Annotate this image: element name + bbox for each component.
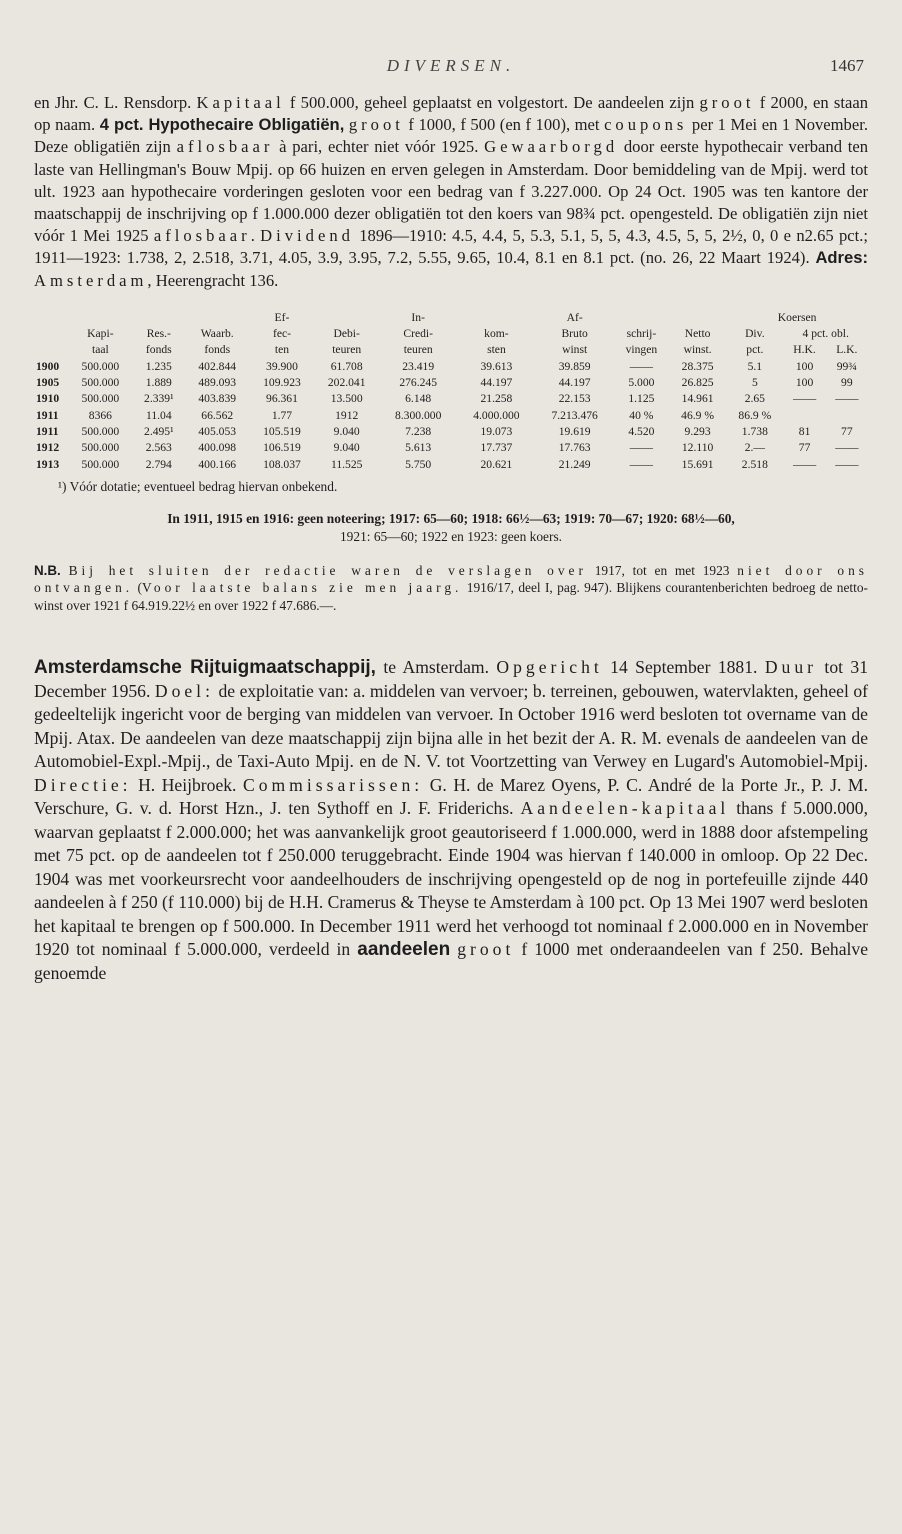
table-cell: 4.520 — [628, 424, 655, 438]
table-cell: 40 % — [629, 408, 654, 422]
dividend-label: Dividend — [260, 226, 354, 246]
table-cell: 44.197 — [558, 376, 591, 390]
header-cell: taal — [92, 343, 109, 357]
table-cell: 7.238 — [405, 424, 432, 438]
intro-text: à pari, echter niet vóór 1925. — [273, 137, 485, 157]
year-cell: 1900 — [36, 359, 60, 373]
header-cell: 4 pct. obl. — [802, 327, 849, 341]
gewaarborgd-label: Gewaarborgd — [484, 137, 619, 157]
intro-text: door eerste hypothecair verband ten laste van Hellingman's Bouw Mpij. op 66 huizen en erven gelegen in Amsterdam. Door bemiddeling van de Mpij. werd tot ult. 1923 aan hypothecaire vorderingen gesloten voor een bedrag van f 3.227.000. Op 24 Oct. 1905 was ten kantore der maatschappij de inschrijving op f 1.000.000 dezer obligatiën tot den koers van 98¾ pct. opengesteld. De obligatiën zijn niet vóór 1 Mei 1925 — [34, 137, 869, 246]
intro-text: 1896—1910: 4.5, 4.4, 5, 5.3, 5.1, 5, 5, 4.3, 4.5, 5, 5, 2½, 0, 0 e n2.65 pct.; 1911—1923: 1.738, 2, 2.518, 3.71, 4.05, 3.9, 3.95, 7.2, 5.55, 9.65, 10.4, 8.1 en 8.1 pct. (no. 26, 22 Maart 1924). — [34, 226, 869, 268]
header-cell: vingen — [625, 343, 658, 357]
table-cell: 5.750 — [405, 457, 432, 471]
table-cell: 11.04 — [145, 408, 172, 422]
table-cell: 21.258 — [480, 392, 513, 406]
header-cell — [68, 310, 133, 326]
table-cell: 6.148 — [405, 392, 432, 406]
table-row — [34, 359, 868, 375]
table-cell: 66.562 — [201, 408, 234, 422]
coupons-label: coupons — [604, 115, 688, 135]
table-cell: 5.613 — [405, 441, 432, 455]
header-cell — [457, 310, 535, 326]
table-cell: 400.166 — [198, 457, 237, 471]
header-cell: fonds — [204, 343, 231, 357]
header-cell: pct. — [746, 343, 764, 357]
header-cell: Div. — [745, 327, 765, 341]
table-cell: 8.300.000 — [394, 408, 442, 422]
company-entry — [34, 656, 868, 985]
table-cell: 9.040 — [333, 424, 360, 438]
nb-text: 1917, tot en met 1923 — [586, 562, 738, 578]
table-cell: 23.419 — [402, 359, 435, 373]
intro-text: . — [250, 226, 261, 246]
page-header — [34, 56, 868, 92]
table-cell: —— — [792, 457, 817, 471]
table-body — [34, 359, 868, 473]
aflosbaar-label: aflosbaar — [153, 226, 251, 246]
table-cell: 400.098 — [198, 441, 237, 455]
table-cell: 11.525 — [330, 457, 363, 471]
header-cell: H.K. — [793, 343, 816, 357]
kapitaal-label: Kapitaal — [196, 93, 285, 112]
table-cell: 106.519 — [263, 441, 301, 455]
table-cell: 86.9 % — [738, 408, 772, 422]
table-cell — [783, 408, 825, 424]
table-cell: 1912 — [335, 408, 359, 422]
table-cell: 4.000.000 — [473, 408, 520, 422]
table-cell: 9.040 — [333, 441, 360, 455]
table-cell: 1.889 — [145, 376, 172, 390]
company-text: te Amsterdam. — [375, 657, 497, 678]
nb-spaced: Voor laatste balans zie men jaarg. — [141, 580, 463, 596]
nb-text: ( — [133, 580, 142, 596]
table-cell: 2.563 — [145, 441, 172, 455]
adres-label: Adres: — [815, 248, 868, 268]
table-cell: —— — [629, 457, 653, 471]
table-cell: 61.708 — [330, 359, 363, 373]
company-text: de exploitatie van: a. middelen van vervoer; b. terreinen, gebouwen, watervlakten, geheel of gedeeltelijk ingericht voor de berging van middelen van vervoer. In October 1916 werd besloten tot overname van de Mpij. Atax. De aandeelen van deze maatschappij zijn bijna alle in het bezit der A. R. M. evenals de aandeelen van de Automobiel-Expl.-Mpij., de Taxi-Auto Mpij. en de N. V. tot Voortzetting van Verwey en Lugard's Automobiel-Mpij. — [34, 680, 868, 772]
table-cell: 5 — [751, 376, 758, 390]
table-cell: 1.738 — [741, 424, 768, 438]
running-title: DIVERSEN. — [386, 56, 516, 75]
table-cell: 28.375 — [681, 359, 714, 373]
opgericht-label: Opgericht — [496, 657, 603, 678]
table-cell: 19.073 — [480, 424, 513, 438]
table-cell: 105.519 — [263, 424, 301, 438]
company-text: f 1000 met onderaandeelen van f 250. Behalve genoemde — [34, 939, 869, 983]
groot-label: groot — [699, 93, 755, 112]
aandeelenkapitaal-label: Aandeelen-kapitaal — [520, 798, 730, 819]
table-cell: 99 — [841, 376, 853, 390]
table-cell: 15.691 — [681, 457, 714, 471]
table-cell: 1.235 — [145, 359, 172, 373]
table-cell: —— — [835, 457, 859, 471]
header-cell — [185, 310, 250, 326]
table-cell — [826, 408, 868, 424]
groot-label: groot — [457, 939, 515, 960]
table-row — [34, 391, 868, 407]
table-cell: 5.1 — [747, 359, 763, 373]
header-cell: Ef- — [274, 310, 290, 324]
header-row — [34, 310, 868, 326]
intro-text: en Jhr. C. L. Rensdorp. — [34, 93, 197, 112]
quotes-line: 1921: 65—60; 1922 en 1923: geen koers. — [339, 528, 563, 544]
table-row — [34, 424, 868, 440]
intro-text: f 2000, en staan op naam. — [34, 93, 868, 135]
table-cell: 44.197 — [480, 376, 513, 390]
header-cell: fec- — [272, 327, 291, 341]
table-cell: 100 — [795, 376, 814, 390]
table-cell: 108.037 — [263, 457, 301, 471]
header-cell: teuren — [403, 343, 433, 357]
adres-rest: , Heerengracht 136. — [147, 270, 279, 290]
table-cell: 39.613 — [480, 359, 513, 373]
header-row — [34, 342, 868, 358]
table-cell: 14.961 — [681, 392, 714, 406]
obligation-heading: 4 pct. Hypothecaire Obligatiën, — [99, 115, 345, 135]
table-cell: 202.041 — [327, 376, 366, 390]
table-cell: 26.825 — [681, 376, 714, 390]
table-cell: 96.361 — [266, 392, 298, 406]
table-cell: 12.110 — [681, 441, 714, 455]
table-cell: —— — [629, 441, 653, 455]
header-cell: winst — [562, 343, 588, 357]
table-cell: —— — [835, 441, 859, 455]
table-cell: 8366 — [88, 408, 112, 422]
header-cell: schrij- — [626, 327, 657, 341]
groot-label: groot — [348, 115, 404, 135]
table-cell: 5.000 — [628, 376, 655, 390]
header-cell: Bruto — [561, 327, 588, 341]
table-row — [34, 440, 868, 456]
table-cell: 489.093 — [198, 376, 237, 390]
table-cell: 2.65 — [744, 392, 765, 406]
table-cell: 2.— — [744, 441, 765, 455]
year-cell: 1913 — [36, 457, 60, 471]
header-cell — [314, 310, 379, 326]
table-cell: 21.249 — [558, 457, 591, 471]
table-cell: 500.000 — [81, 441, 120, 455]
company-text: thans f 5.000.000, waarvan geplaatst f 2.000.000; het was aanvankelijk groot geautoriseerd f 1.000.000, werd in 1888 door afstempeling met 75 pct. op de aandeelen tot f 250.000 teruggebracht. Einde 1904 was hiervan f 140.000 in omloop. Op 22 Dec. 1904 was met voorkeursrecht voor aandeelhouders de inschrijving opengesteld op de nog in portefeuille zijnde 440 aandeelen à f 250 (f 110.000) bij de H.H. Cramerus & Theyse te Amsterdam à 100 pct. Op 13 Mei 1907 werd besloten het kapitaal te brengen op f 500.000. In December 1911 werd het verhoogd tot nominaal f 2.000.000 en in November 1920 tot nominaal f 5.000.000, verdeeld in — [34, 798, 868, 960]
quotes-line: In 1911, 1915 en 1916: geen noteering; 1917: 65—60; 1918: 66½—63; 1919: 70—67; 1920: 68½—60, — [167, 510, 735, 526]
aflosbaar-label: aflosbaar — [176, 137, 274, 157]
table-header — [34, 310, 868, 359]
aandeelen-label: aandeelen — [357, 939, 451, 961]
year-cell: 1912 — [36, 441, 60, 455]
header-cell: Res.- — [146, 327, 171, 341]
company-text: 14 September 1881. — [602, 657, 765, 678]
table-cell: —— — [792, 392, 817, 406]
table-footnote: ¹) Vóór dotatie; eventueel bedrag hiervan onbekend. — [58, 478, 338, 494]
intro-text: per 1 Mei en 1 November. Deze obligatiën zijn — [34, 115, 868, 157]
table-cell: 500.000 — [81, 392, 120, 406]
header-cell: Kapi- — [87, 327, 114, 341]
table-cell: 46.9 % — [681, 408, 715, 422]
table-cell: 1.77 — [271, 408, 293, 422]
duur-label: Duur — [764, 657, 818, 678]
table-cell: 99¾ — [836, 359, 857, 373]
header-cell: Debi- — [333, 327, 360, 341]
table-cell: 500.000 — [81, 424, 120, 438]
table-cell: 500.000 — [81, 457, 120, 471]
company-text: tot 31 December 1956. — [34, 657, 869, 701]
header-cell — [669, 310, 726, 326]
nb-spaced: niet door ons ontvangen. — [34, 562, 869, 596]
table-cell: 2.339¹ — [144, 392, 174, 406]
year-cell: 1911 — [36, 408, 59, 422]
table-cell: 39.900 — [266, 359, 298, 373]
page-number: 1467 — [830, 56, 864, 75]
table-cell: 9.293 — [684, 424, 711, 438]
header-cell: Af- — [566, 310, 583, 324]
table-cell: 22.153 — [558, 392, 591, 406]
table-cell: 20.621 — [480, 457, 513, 471]
header-cell: Credi- — [403, 327, 433, 341]
table-row — [34, 457, 868, 473]
table-cell: 77 — [841, 424, 853, 438]
company-text: G. H. de Marez Oyens, P. C. André de la Porte Jr., P. J. M. Verschure, G. v. d. Horst Hzn., J. ten Sythoff en J. F. Friderichs. — [34, 774, 868, 819]
table-cell: 77 — [798, 441, 811, 455]
financial-table — [34, 310, 868, 473]
company-text: H. Heijbroek. — [131, 774, 243, 795]
table-cell: —— — [629, 359, 653, 373]
table-cell: —— — [835, 392, 859, 406]
adres-city: Amsterdam — [34, 270, 148, 290]
table-cell: 2.495¹ — [144, 424, 174, 438]
header-cell: Waarb. — [200, 327, 234, 341]
header-cell: Koersen — [777, 310, 817, 324]
header-cell: fonds — [145, 343, 172, 357]
table-cell: 81 — [798, 424, 811, 438]
table-cell: 500.000 — [81, 359, 120, 373]
table-cell: 39.859 — [558, 359, 591, 373]
table-cell: 276.245 — [399, 376, 438, 390]
header-cell: teuren — [332, 343, 362, 357]
table-cell: 17.763 — [558, 441, 591, 455]
directie-label: Directie: — [34, 774, 132, 795]
table-cell: 100 — [795, 359, 814, 373]
header-cell: In- — [411, 310, 425, 324]
table-cell: 2.794 — [145, 457, 172, 471]
commissarissen-label: Commissarissen: — [242, 774, 424, 795]
table-cell: 402.844 — [198, 359, 237, 373]
intro-paragraph — [34, 92, 868, 292]
nota-bene — [34, 562, 868, 615]
table-cell: 17.737 — [480, 441, 513, 455]
table-cell: 1.125 — [628, 392, 655, 406]
header-cell: winst. — [683, 343, 712, 357]
doel-label: Doel: — [154, 680, 214, 701]
header-cell — [133, 310, 185, 326]
header-cell: sten — [487, 343, 506, 357]
table-cell: 13.500 — [330, 392, 363, 406]
intro-text: f 1000, f 500 (en f 100), met — [403, 115, 605, 135]
header-cell: Netto — [684, 327, 711, 341]
nb-label: N.B. — [34, 562, 61, 578]
table-cell: 19.619 — [558, 424, 591, 438]
table-row — [34, 408, 868, 424]
table-cell: 7.213.476 — [551, 408, 598, 422]
company-name: Amsterdamsche Rijtuigmaatschappij, — [34, 657, 376, 679]
table-cell: 500.000 — [81, 376, 120, 390]
header-cell: L.K. — [836, 343, 858, 357]
table-cell: 109.923 — [263, 376, 301, 390]
nb-text: 1916/17, deel I, pag. 947). Blijkens courantenberichten bedroeg de netto-winst over 1921 f 64.919.22½ en over 1922 f 47.686.—. — [34, 580, 868, 613]
header-cell: ten — [274, 343, 290, 357]
header-cell — [614, 310, 669, 326]
nb-spaced: Bij het sluiten der redactie waren de verslagen over — [68, 562, 587, 578]
table-cell: 403.839 — [198, 392, 237, 406]
table-cell: 405.053 — [198, 424, 237, 438]
header-row — [34, 326, 868, 342]
table-row — [34, 375, 868, 391]
year-cell: 1910 — [36, 392, 60, 406]
year-cell: 1911 — [36, 424, 59, 438]
header-cell: kom- — [484, 327, 509, 341]
intro-text: f 500.000, geheel geplaatst en volgestort. De aandeelen zijn — [284, 93, 700, 112]
table-cell: 2.518 — [741, 457, 768, 471]
year-cell: 1905 — [36, 376, 60, 390]
price-quotes — [34, 510, 868, 546]
